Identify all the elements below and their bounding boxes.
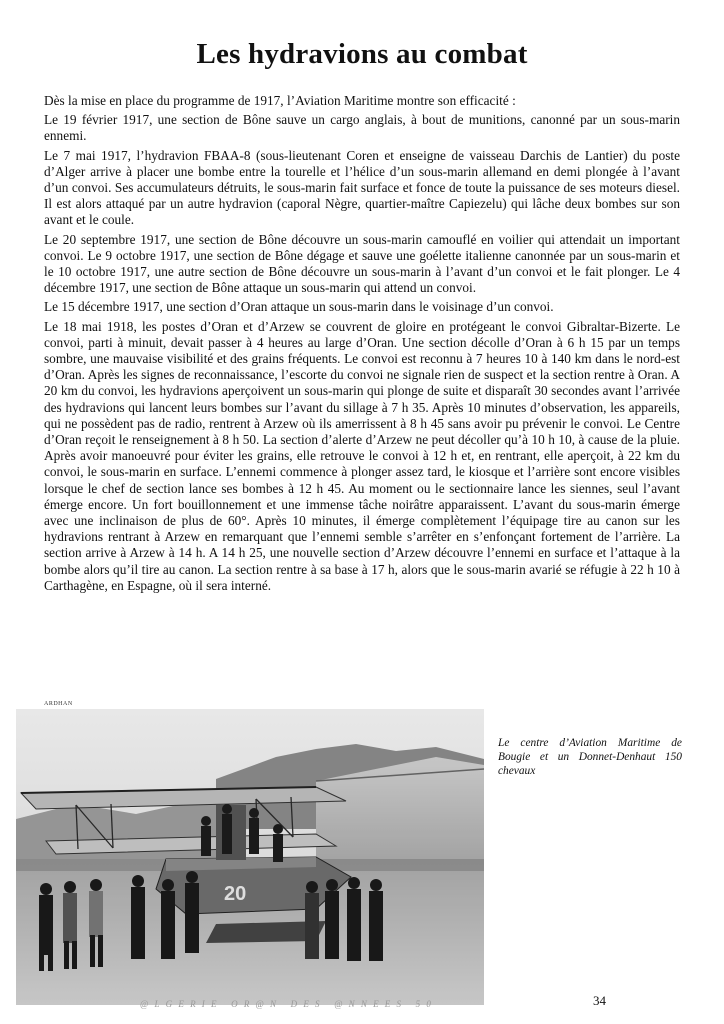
paragraph-may-1918: Le 18 mai 1918, les postes d’Oran et d’Arzew se couvrent de gloire en protégeant le convoi Gibraltar-Bizerte. Le convoi, parti à minuit, devait passer à 4 heures au large d’Oran. Une section décolle d’Oran à 6 h 15 par un temps sombre, une mauvaise visibilité et des grains fréquents. Le convoi est reconnu à 7 heures 10 à 140 km dans le nord-est d’Oran. Après les signes de reconnaissance, l’escorte du convoi ne signale rien de suspect et la section rentre à Oran. A 20 km du convoi, les hydravions aperçoivent un sous-marin qui plonge de suite et disparaît 30 secondes avant l’arrivée des hydravions qui lancent leurs bombes sur l’avant du sillage à 7 h 35. Après 10 minutes d’observation, les appareils, qui ne possèdent pas de radio, rentrent à Arzew où ils amerrissent à 8 h 45 sans avoir pu prévenir le convoi. Le Centre d’Oran reçoit le renseignement à 8 h 50. La section d’alerte d’Arzew ne peut décoller qu’à 10 h 10, à cause de la pluie. Après avoir manoeuvré pour éviter les grains, elle retrouve le convoi à 12 h et, en rentrant, elle aperçoit, à 22 km du convoi, le sous-marin en surface. L’ennemi commence à plonger assez tard, le kiosque et l’arrière sont encore visibles lorsque le chef de section lance ses bombes à 12 h 45. Au moment ou le sectionnaire lance les siennes, seul l’avant émerge encore. Un fort bouillonnement et une immense tâche noirâtre apparaissent. L’avant du sous-marin émerge avec une inclinaison de plus de 60°. Après 10 minutes, il émerge complètement l’équipage tire au canon sur les hydravions rentrant à Arzew en remarquant que l’ennemi semble s’arrêter en s’enfonçant fortement de l’arrière. La section arrive à Arzew à 14 h. A 14 h 25, une nouvelle section d’Arzew découvre l’ennemi en surface et l’attaque à la bombe alors qu’il tire au canon. La section rentre à sa base à 17 h, alors que le sous-marin avarié se réfugie à 22 h 10 à Carthagène, en Espagne, où il sera interné. bbox=[44, 318, 680, 593]
article-body bbox=[44, 93, 680, 597]
photo-caption: Le centre d’Aviation Maritime de Bougie et un Donnet-Denhaut 150 chevaux bbox=[498, 737, 682, 777]
seaplane-photo bbox=[16, 709, 484, 1005]
page-number: 34 bbox=[593, 993, 606, 1008]
paragraph-intro: Dès la mise en place du programme de 1917, l’Aviation Maritime montre son efficacité : bbox=[44, 93, 516, 108]
page-title: Les hydravions au combat bbox=[196, 38, 528, 70]
paragraph-dec-1917: Le 15 décembre 1917, une section d’Oran attaque un sous-marin dans le voisinage d’un convoi. bbox=[44, 299, 554, 315]
paragraph-sep-1917: Le 20 septembre 1917, une section de Bône découvre un sous-marin camouflé en voilier qui attendait un important convoi. Le 9 octobre 1917, une section de Bône dégage et sauve une goélette italienne canonnée par un sous-marin et le 10 octobre 1917, une autre section de Bône découvre un sous-marin à l’avant d’un convoi et le fait plonger. Le 4 décembre 1917, une section de Bône attaque un sous-marin qui attend un convoi. bbox=[44, 231, 680, 296]
watermark: @LGERIE OR@N DES @NNEES 50 bbox=[140, 999, 438, 1009]
plane-number: 20 bbox=[224, 883, 247, 905]
paragraph-feb-1917: Le 19 février 1917, une section de Bône sauve un cargo anglais, à bout de munitions, canonné par un sous-marin ennemi. bbox=[44, 112, 680, 144]
paragraph-may-1917: Le 7 mai 1917, l’hydravion FBAA-8 (sous-lieutenant Coren et enseigne de vaisseau Darchis de Lantier) du poste d’Alger arrive à placer une bombe entre la tourelle et l’hélice d’un sous-marin allemand en demi plongée à l’avant d’un convoi. Ses accumulateurs détruits, le sous-marin fait surface et fonce de toute la puissance de ses moteurs diesel. Il est alors attaqué par un autre hydravion (caporal Nègre, quartier-maître Capiezelu) qui lâche deux bombes sur son avant et le coule. bbox=[44, 147, 680, 228]
photo-credit: ARDHAN bbox=[44, 701, 73, 707]
